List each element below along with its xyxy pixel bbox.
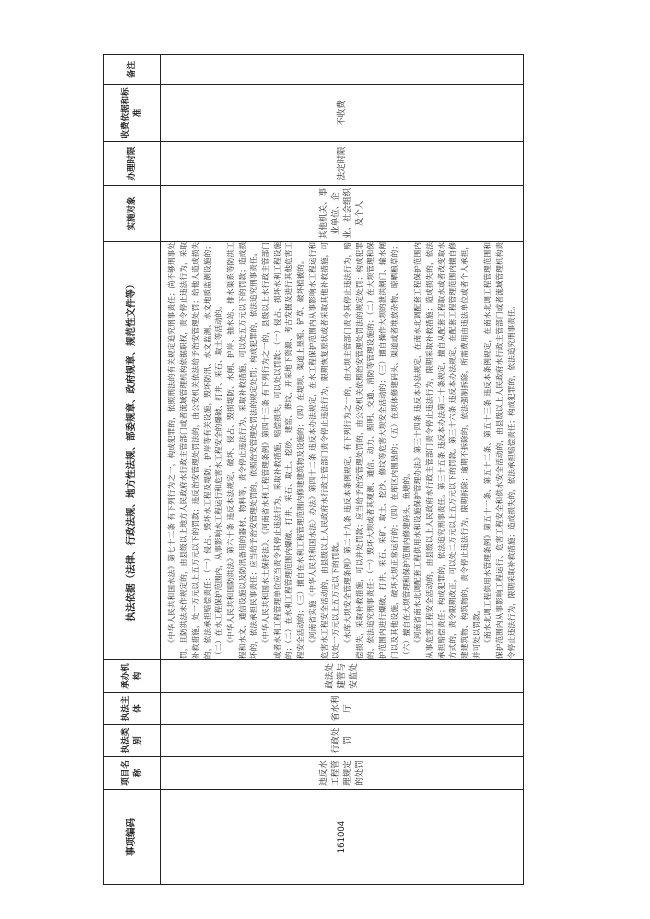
cell-enforcement-type: 行政处罚 (161, 725, 524, 757)
cell-remarks (161, 55, 524, 85)
header-target: 实施对象 (104, 186, 161, 242)
header-enforcement-subject: 执法主体 (104, 693, 161, 725)
header-undertaking-org: 承办机构 (104, 660, 161, 693)
cell-target: 其他机关、事业单位、企业、社会组织及个人 (161, 186, 524, 242)
table-row (161, 55, 524, 885)
legal-basis-paragraph: 《中华人民共和国水法》第七十二条 有下列行为之一，构成犯罪的，依照刑法的有关规定追究刑事责任；尚不够刑事处罚，且防洪法未作规定的，由县级以上地方人民政府水行政主管部门或者流域管理机构依据职权，责令停止违法行为，采取补救措施，处一万元以上五万元以下的罚款；违反治安管理处罚法的，由公安机关依法给予治安管理处罚；给他人造成损失的，依法承担赔偿责任：（一）侵占、毁坏水工程及堤防、护岸等有关设施，毁坏防汛、水文监测、水文地质监测设施的；（二）在水工程保护范围内，从事影响水工程运行和危害水工程安全的爆破、打井、采石、取土等活动的。 (167, 242, 224, 659)
cell-fee-basis: 不收费 (161, 85, 524, 142)
legal-basis-paragraph: 《中华人民共和国水土保持法》、《河南省水利工程管理条例》第四十三条 有下列行为之一的，县级以上水行政主管部门或者水利工程管理单位应当责令其停止违法行为，采取补救措施，赔偿损失，可以处以罚款：（一）侵占、损坏水利工程设施的；（二）在水利工程管理范围内爆破、打井、采石、取土、挖砂、建窑、葬坟、开采地下资源、考古发掘及进行其他危害工程安全活动的；（三）擅自在水利工程管理范围内修建建筑物及设施的；（四）在堤坝、渠道上垦殖、铲草、破坏植被的。 (261, 242, 306, 659)
legal-basis-paragraph: 《水库大坝安全管理条例》第二十九条 违反本条例规定，有下列行为之一的，由大坝主管部门责令其停止违法行为，赔偿损失，采取补救措施，可以并处罚款；应当给予治安管理处罚的，由公安机关依照治安管理处罚法的规定处罚；构成犯罪的，依法追究刑事责任：（一）毁坏大坝或者其观测、通信、动力、照明、交通、消防等管理设施的；（二）在大坝管理和保护范围内进行爆破、打井、采石、采矿、取土、挖沙、修坟等危害大坝安全活动的；（三）擅自操作大坝的泄洪闸门、输水闸门以及其他设施，破坏大坝正常运行的；（四）在库区内围垦的；（五）在坝体修建码头、渠道或者堆放杂物、晾晒粮草的；（六）擅自在大坝管理和保护范围内修建码头、鱼塘的。 (343, 242, 411, 659)
cell-enforcement-subject: 省水利厅 (161, 693, 524, 725)
header-legal-basis: 执法依据（法律、行政法规、地方性法规、部委规章、政府规章、规范性文件等） (104, 242, 161, 660)
cell-legal-basis (161, 242, 524, 660)
legal-basis-paragraph: 《中华人民共和国防洪法》第六十条 违反本法规定，破坏、侵占、毁损堤防、水闸、护岸、抽水站、排水渠系等防洪工程和水文、通信设施以及防汛备用的器材、物料等，责令停止违法行为，采取补救措施，可以处五万元以下的罚款；造成损坏的，依法承担民事责任；应当给予治安管理处罚的，依照治安管理处罚法的规定处罚；构成犯罪的，依法追究刑事责任。 (225, 242, 259, 659)
header-remarks: 备注 (104, 55, 161, 85)
header-row (104, 55, 161, 885)
header-item-code: 事项编码 (104, 790, 161, 885)
rotated-table-sheet (103, 55, 523, 885)
legal-basis-paragraph: 《河南省实施〈中华人民共和国水法〉办法》第四十二条 违反本办法规定，在水工程保护范围内从事影响水工程运行和危害水工程安全活动的，由县级以上人民政府水行政主管部门责令停止违法行为，限期恢复原状或者采取其他补救措施，可以处一万元以上五万元以下的罚款。 (307, 242, 341, 659)
cell-item-name: 违反水工程管理规定的处罚 (161, 757, 524, 790)
cell-undertaking-org: 政法处建管与安监处 (161, 660, 524, 693)
header-item-name: 项目名称 (104, 757, 161, 790)
enforcement-table (103, 54, 524, 885)
legal-basis-paragraph: 《河南省南水北调配套工程供用水和设施保护管理办法》第三十四条 违反本办法规定，在南水北调配套工程保护范围内从事危害工程安全活动的，由县级以上人民政府水行政主管部门责令停止违法行为，限期采取补救措施；造成损失的，依法承担赔偿责任；构成犯罪的，依法追究刑事责任。第三十五条 违反本办法第二十条规定，擅自从配套工程取水或者改变取水方式的，责令限期改正，可以处二万元以上五万元以下的罚款。第三十六条 违反本办法规定，在配套工程管理范围内擅自修建建筑物、构筑物的，责令停止违法行为，限期拆除；逾期不拆除的，依法强制拆除，所需费用由违法单位或者个人承担，并可处以罚款。 (413, 242, 481, 659)
cell-item-code: 161004 (161, 790, 524, 885)
cell-time-limit: 法定时限 (161, 142, 524, 186)
header-enforcement-type: 执法类别 (104, 725, 161, 757)
header-fee-basis: 收费依据和标准 (104, 85, 161, 142)
header-time-limit: 办理时限 (104, 142, 161, 186)
legal-basis-paragraph: 《南水北调工程供用水管理条例》第五十一条、第五十二条、第五十三条 违反本条例规定，在南水北调工程管理范围和保护范围内从事影响工程运行、危害工程安全和供水安全活动的，由县级以上人民政府水行政主管部门或者流域管理机构责令停止违法行为，限期采取补救措施；造成损失的，依法承担赔偿责任；构成犯罪的，依法追究刑事责任。 (483, 242, 516, 659)
